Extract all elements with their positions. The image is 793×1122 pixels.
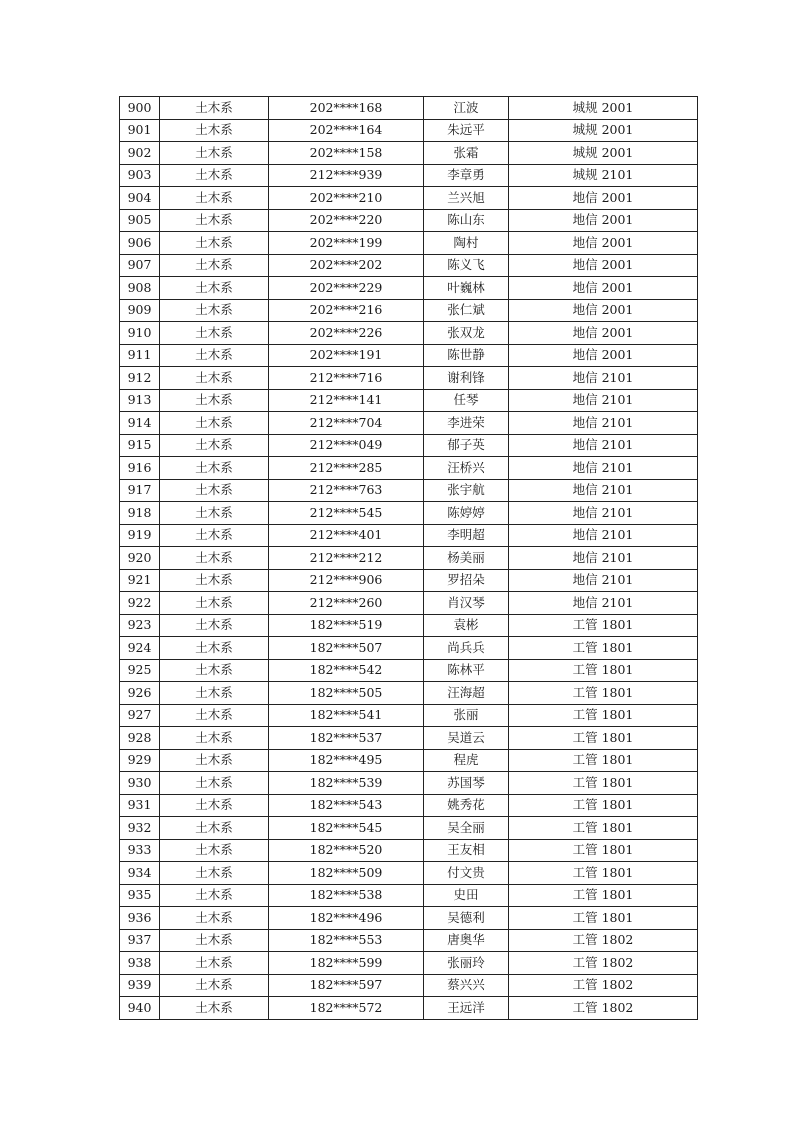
student-id-cell: 182****541: [269, 704, 424, 727]
table-row: [120, 929, 698, 952]
row-number-cell: 920: [120, 547, 160, 570]
student-id-cell: 202****164: [269, 119, 424, 142]
row-number-cell: 912: [120, 367, 160, 390]
student-id-cell: 202****216: [269, 299, 424, 322]
student-name-cell: 陈义飞: [424, 254, 509, 277]
row-number-cell: 925: [120, 659, 160, 682]
table-row: [120, 119, 698, 142]
row-number-cell: 914: [120, 412, 160, 435]
row-number-cell: 906: [120, 232, 160, 255]
student-name-cell: 张丽: [424, 704, 509, 727]
class-cell: 地信 2001: [509, 322, 698, 345]
department-cell: 土木系: [160, 457, 269, 480]
department-cell: 土木系: [160, 682, 269, 705]
row-number-cell: 911: [120, 344, 160, 367]
department-cell: 土木系: [160, 929, 269, 952]
class-cell: 城规 2001: [509, 142, 698, 165]
table-row: [120, 367, 698, 390]
student-name-cell: 杨美丽: [424, 547, 509, 570]
class-cell: 工管 1801: [509, 704, 698, 727]
student-name-cell: 陈世静: [424, 344, 509, 367]
class-cell: 地信 2101: [509, 412, 698, 435]
department-cell: 土木系: [160, 547, 269, 570]
class-cell: 工管 1801: [509, 682, 698, 705]
student-id-cell: 182****519: [269, 614, 424, 637]
table-row: [120, 344, 698, 367]
student-id-cell: 202****229: [269, 277, 424, 300]
row-number-cell: 932: [120, 817, 160, 840]
class-cell: 工管 1801: [509, 817, 698, 840]
class-cell: 工管 1802: [509, 974, 698, 997]
department-cell: 土木系: [160, 142, 269, 165]
student-name-cell: 江波: [424, 97, 509, 120]
department-cell: 土木系: [160, 97, 269, 120]
class-cell: 工管 1801: [509, 614, 698, 637]
department-cell: 土木系: [160, 952, 269, 975]
class-cell: 地信 2001: [509, 344, 698, 367]
row-number-cell: 908: [120, 277, 160, 300]
table-row: [120, 839, 698, 862]
row-number-cell: 904: [120, 187, 160, 210]
student-name-cell: 李章勇: [424, 164, 509, 187]
table-row: [120, 772, 698, 795]
table-row: [120, 547, 698, 570]
department-cell: 土木系: [160, 389, 269, 412]
class-cell: 城规 2001: [509, 119, 698, 142]
department-cell: 土木系: [160, 974, 269, 997]
student-id-cell: 182****543: [269, 794, 424, 817]
student-name-cell: 张丽玲: [424, 952, 509, 975]
student-id-cell: 202****226: [269, 322, 424, 345]
department-cell: 土木系: [160, 592, 269, 615]
department-cell: 土木系: [160, 749, 269, 772]
row-number-cell: 923: [120, 614, 160, 637]
row-number-cell: 902: [120, 142, 160, 165]
student-name-cell: 吴全丽: [424, 817, 509, 840]
student-id-cell: 202****199: [269, 232, 424, 255]
student-id-cell: 182****539: [269, 772, 424, 795]
student-id-cell: 182****553: [269, 929, 424, 952]
class-cell: 地信 2101: [509, 524, 698, 547]
class-cell: 城规 2001: [509, 97, 698, 120]
table-row: [120, 749, 698, 772]
class-cell: 工管 1802: [509, 952, 698, 975]
student-name-cell: 罗招朵: [424, 569, 509, 592]
department-cell: 土木系: [160, 277, 269, 300]
class-cell: 工管 1801: [509, 659, 698, 682]
class-cell: 地信 2101: [509, 389, 698, 412]
table-row: [120, 682, 698, 705]
row-number-cell: 909: [120, 299, 160, 322]
table-row: [120, 884, 698, 907]
class-cell: 工管 1801: [509, 907, 698, 930]
student-name-cell: 袁彬: [424, 614, 509, 637]
student-name-cell: 张双龙: [424, 322, 509, 345]
row-number-cell: 918: [120, 502, 160, 525]
department-cell: 土木系: [160, 254, 269, 277]
row-number-cell: 907: [120, 254, 160, 277]
table-row: [120, 862, 698, 885]
table-row: [120, 974, 698, 997]
student-id-cell: 182****537: [269, 727, 424, 750]
student-id-cell: 202****158: [269, 142, 424, 165]
table-row: [120, 952, 698, 975]
student-name-cell: 李进荣: [424, 412, 509, 435]
class-cell: 地信 2001: [509, 277, 698, 300]
student-id-cell: 212****704: [269, 412, 424, 435]
student-name-cell: 尚兵兵: [424, 637, 509, 660]
student-name-cell: 陶村: [424, 232, 509, 255]
student-name-cell: 王远洋: [424, 997, 509, 1020]
row-number-cell: 933: [120, 839, 160, 862]
student-name-cell: 吴道云: [424, 727, 509, 750]
department-cell: 土木系: [160, 502, 269, 525]
table-row: [120, 322, 698, 345]
row-number-cell: 931: [120, 794, 160, 817]
table-row: [120, 412, 698, 435]
student-id-cell: 212****545: [269, 502, 424, 525]
department-cell: 土木系: [160, 794, 269, 817]
student-id-cell: 212****285: [269, 457, 424, 480]
table-row: [120, 299, 698, 322]
class-cell: 工管 1801: [509, 839, 698, 862]
class-cell: 地信 2101: [509, 434, 698, 457]
table-row: [120, 434, 698, 457]
student-id-cell: 202****210: [269, 187, 424, 210]
student-id-cell: 182****572: [269, 997, 424, 1020]
student-name-cell: 陈山东: [424, 209, 509, 232]
table-row: [120, 389, 698, 412]
student-name-cell: 兰兴旭: [424, 187, 509, 210]
student-id-cell: 212****049: [269, 434, 424, 457]
class-cell: 地信 2001: [509, 209, 698, 232]
student-id-cell: 182****597: [269, 974, 424, 997]
student-name-cell: 郁子英: [424, 434, 509, 457]
student-id-cell: 182****542: [269, 659, 424, 682]
department-cell: 土木系: [160, 209, 269, 232]
class-cell: 工管 1801: [509, 727, 698, 750]
table-row: [120, 997, 698, 1020]
department-cell: 土木系: [160, 524, 269, 547]
row-number-cell: 910: [120, 322, 160, 345]
student-id-cell: 202****202: [269, 254, 424, 277]
department-cell: 土木系: [160, 839, 269, 862]
table-row: [120, 457, 698, 480]
department-cell: 土木系: [160, 637, 269, 660]
row-number-cell: 937: [120, 929, 160, 952]
class-cell: 工管 1801: [509, 862, 698, 885]
row-number-cell: 938: [120, 952, 160, 975]
row-number-cell: 913: [120, 389, 160, 412]
class-cell: 地信 2001: [509, 187, 698, 210]
student-name-cell: 王友相: [424, 839, 509, 862]
table-row: [120, 907, 698, 930]
student-id-cell: 202****191: [269, 344, 424, 367]
student-name-cell: 李明超: [424, 524, 509, 547]
student-id-cell: 202****220: [269, 209, 424, 232]
department-cell: 土木系: [160, 434, 269, 457]
class-cell: 工管 1802: [509, 929, 698, 952]
department-cell: 土木系: [160, 299, 269, 322]
row-number-cell: 939: [120, 974, 160, 997]
student-name-cell: 汪桥兴: [424, 457, 509, 480]
table-row: [120, 277, 698, 300]
class-cell: 地信 2101: [509, 547, 698, 570]
table-row: [120, 254, 698, 277]
student-id-cell: 182****599: [269, 952, 424, 975]
table-row: [120, 232, 698, 255]
department-cell: 土木系: [160, 772, 269, 795]
student-name-cell: 任琴: [424, 389, 509, 412]
department-cell: 土木系: [160, 907, 269, 930]
table-row: [120, 97, 698, 120]
row-number-cell: 934: [120, 862, 160, 885]
department-cell: 土木系: [160, 817, 269, 840]
row-number-cell: 940: [120, 997, 160, 1020]
student-id-cell: 182****545: [269, 817, 424, 840]
class-cell: 工管 1801: [509, 749, 698, 772]
student-name-cell: 苏国琴: [424, 772, 509, 795]
table-row: [120, 614, 698, 637]
department-cell: 土木系: [160, 862, 269, 885]
table-row: [120, 794, 698, 817]
student-id-cell: 212****260: [269, 592, 424, 615]
class-cell: 地信 2001: [509, 254, 698, 277]
student-id-cell: 182****507: [269, 637, 424, 660]
department-cell: 土木系: [160, 164, 269, 187]
row-number-cell: 935: [120, 884, 160, 907]
department-cell: 土木系: [160, 479, 269, 502]
department-cell: 土木系: [160, 997, 269, 1020]
class-cell: 地信 2001: [509, 299, 698, 322]
roster-table-body: [120, 97, 698, 1020]
student-id-cell: 182****496: [269, 907, 424, 930]
table-row: [120, 659, 698, 682]
department-cell: 土木系: [160, 367, 269, 390]
department-cell: 土木系: [160, 884, 269, 907]
table-row: [120, 142, 698, 165]
department-cell: 土木系: [160, 119, 269, 142]
row-number-cell: 901: [120, 119, 160, 142]
row-number-cell: 929: [120, 749, 160, 772]
table-row: [120, 524, 698, 547]
department-cell: 土木系: [160, 322, 269, 345]
class-cell: 城规 2101: [509, 164, 698, 187]
class-cell: 工管 1801: [509, 794, 698, 817]
row-number-cell: 900: [120, 97, 160, 120]
student-id-cell: 182****505: [269, 682, 424, 705]
class-cell: 地信 2001: [509, 232, 698, 255]
student-name-cell: 陈婷婷: [424, 502, 509, 525]
student-name-cell: 吴德利: [424, 907, 509, 930]
department-cell: 土木系: [160, 704, 269, 727]
table-row: [120, 479, 698, 502]
class-cell: 地信 2101: [509, 592, 698, 615]
student-name-cell: 谢利锋: [424, 367, 509, 390]
student-id-cell: 212****212: [269, 547, 424, 570]
student-id-cell: 212****401: [269, 524, 424, 547]
table-row: [120, 637, 698, 660]
table-row: [120, 727, 698, 750]
class-cell: 地信 2101: [509, 367, 698, 390]
class-cell: 工管 1802: [509, 997, 698, 1020]
class-cell: 工管 1801: [509, 637, 698, 660]
department-cell: 土木系: [160, 412, 269, 435]
student-name-cell: 陈林平: [424, 659, 509, 682]
row-number-cell: 927: [120, 704, 160, 727]
row-number-cell: 930: [120, 772, 160, 795]
student-name-cell: 汪海超: [424, 682, 509, 705]
class-cell: 工管 1801: [509, 884, 698, 907]
row-number-cell: 928: [120, 727, 160, 750]
table-row: [120, 164, 698, 187]
row-number-cell: 922: [120, 592, 160, 615]
table-row: [120, 592, 698, 615]
row-number-cell: 917: [120, 479, 160, 502]
row-number-cell: 905: [120, 209, 160, 232]
table-row: [120, 704, 698, 727]
row-number-cell: 915: [120, 434, 160, 457]
student-id-cell: 212****763: [269, 479, 424, 502]
student-name-cell: 肖汉琴: [424, 592, 509, 615]
row-number-cell: 916: [120, 457, 160, 480]
student-name-cell: 姚秀花: [424, 794, 509, 817]
department-cell: 土木系: [160, 659, 269, 682]
student-id-cell: 212****716: [269, 367, 424, 390]
row-number-cell: 926: [120, 682, 160, 705]
student-name-cell: 史田: [424, 884, 509, 907]
department-cell: 土木系: [160, 187, 269, 210]
student-id-cell: 182****538: [269, 884, 424, 907]
table-row: [120, 209, 698, 232]
row-number-cell: 924: [120, 637, 160, 660]
table-row: [120, 502, 698, 525]
student-name-cell: 付文贵: [424, 862, 509, 885]
student-id-cell: 202****168: [269, 97, 424, 120]
student-id-cell: 212****141: [269, 389, 424, 412]
row-number-cell: 919: [120, 524, 160, 547]
table-row: [120, 187, 698, 210]
department-cell: 土木系: [160, 614, 269, 637]
student-id-cell: 182****495: [269, 749, 424, 772]
class-cell: 工管 1801: [509, 772, 698, 795]
student-name-cell: 朱远平: [424, 119, 509, 142]
student-name-cell: 程虎: [424, 749, 509, 772]
department-cell: 土木系: [160, 344, 269, 367]
student-roster-table: [119, 96, 698, 1020]
department-cell: 土木系: [160, 569, 269, 592]
student-name-cell: 叶巍林: [424, 277, 509, 300]
class-cell: 地信 2101: [509, 479, 698, 502]
class-cell: 地信 2101: [509, 502, 698, 525]
table-row: [120, 817, 698, 840]
student-name-cell: 张仁斌: [424, 299, 509, 322]
student-name-cell: 张霜: [424, 142, 509, 165]
table-row: [120, 569, 698, 592]
class-cell: 地信 2101: [509, 457, 698, 480]
student-id-cell: 182****509: [269, 862, 424, 885]
row-number-cell: 936: [120, 907, 160, 930]
student-id-cell: 212****906: [269, 569, 424, 592]
student-id-cell: 212****939: [269, 164, 424, 187]
department-cell: 土木系: [160, 727, 269, 750]
student-id-cell: 182****520: [269, 839, 424, 862]
student-name-cell: 唐奥华: [424, 929, 509, 952]
student-name-cell: 张宇航: [424, 479, 509, 502]
student-name-cell: 蔡兴兴: [424, 974, 509, 997]
class-cell: 地信 2101: [509, 569, 698, 592]
department-cell: 土木系: [160, 232, 269, 255]
row-number-cell: 921: [120, 569, 160, 592]
row-number-cell: 903: [120, 164, 160, 187]
